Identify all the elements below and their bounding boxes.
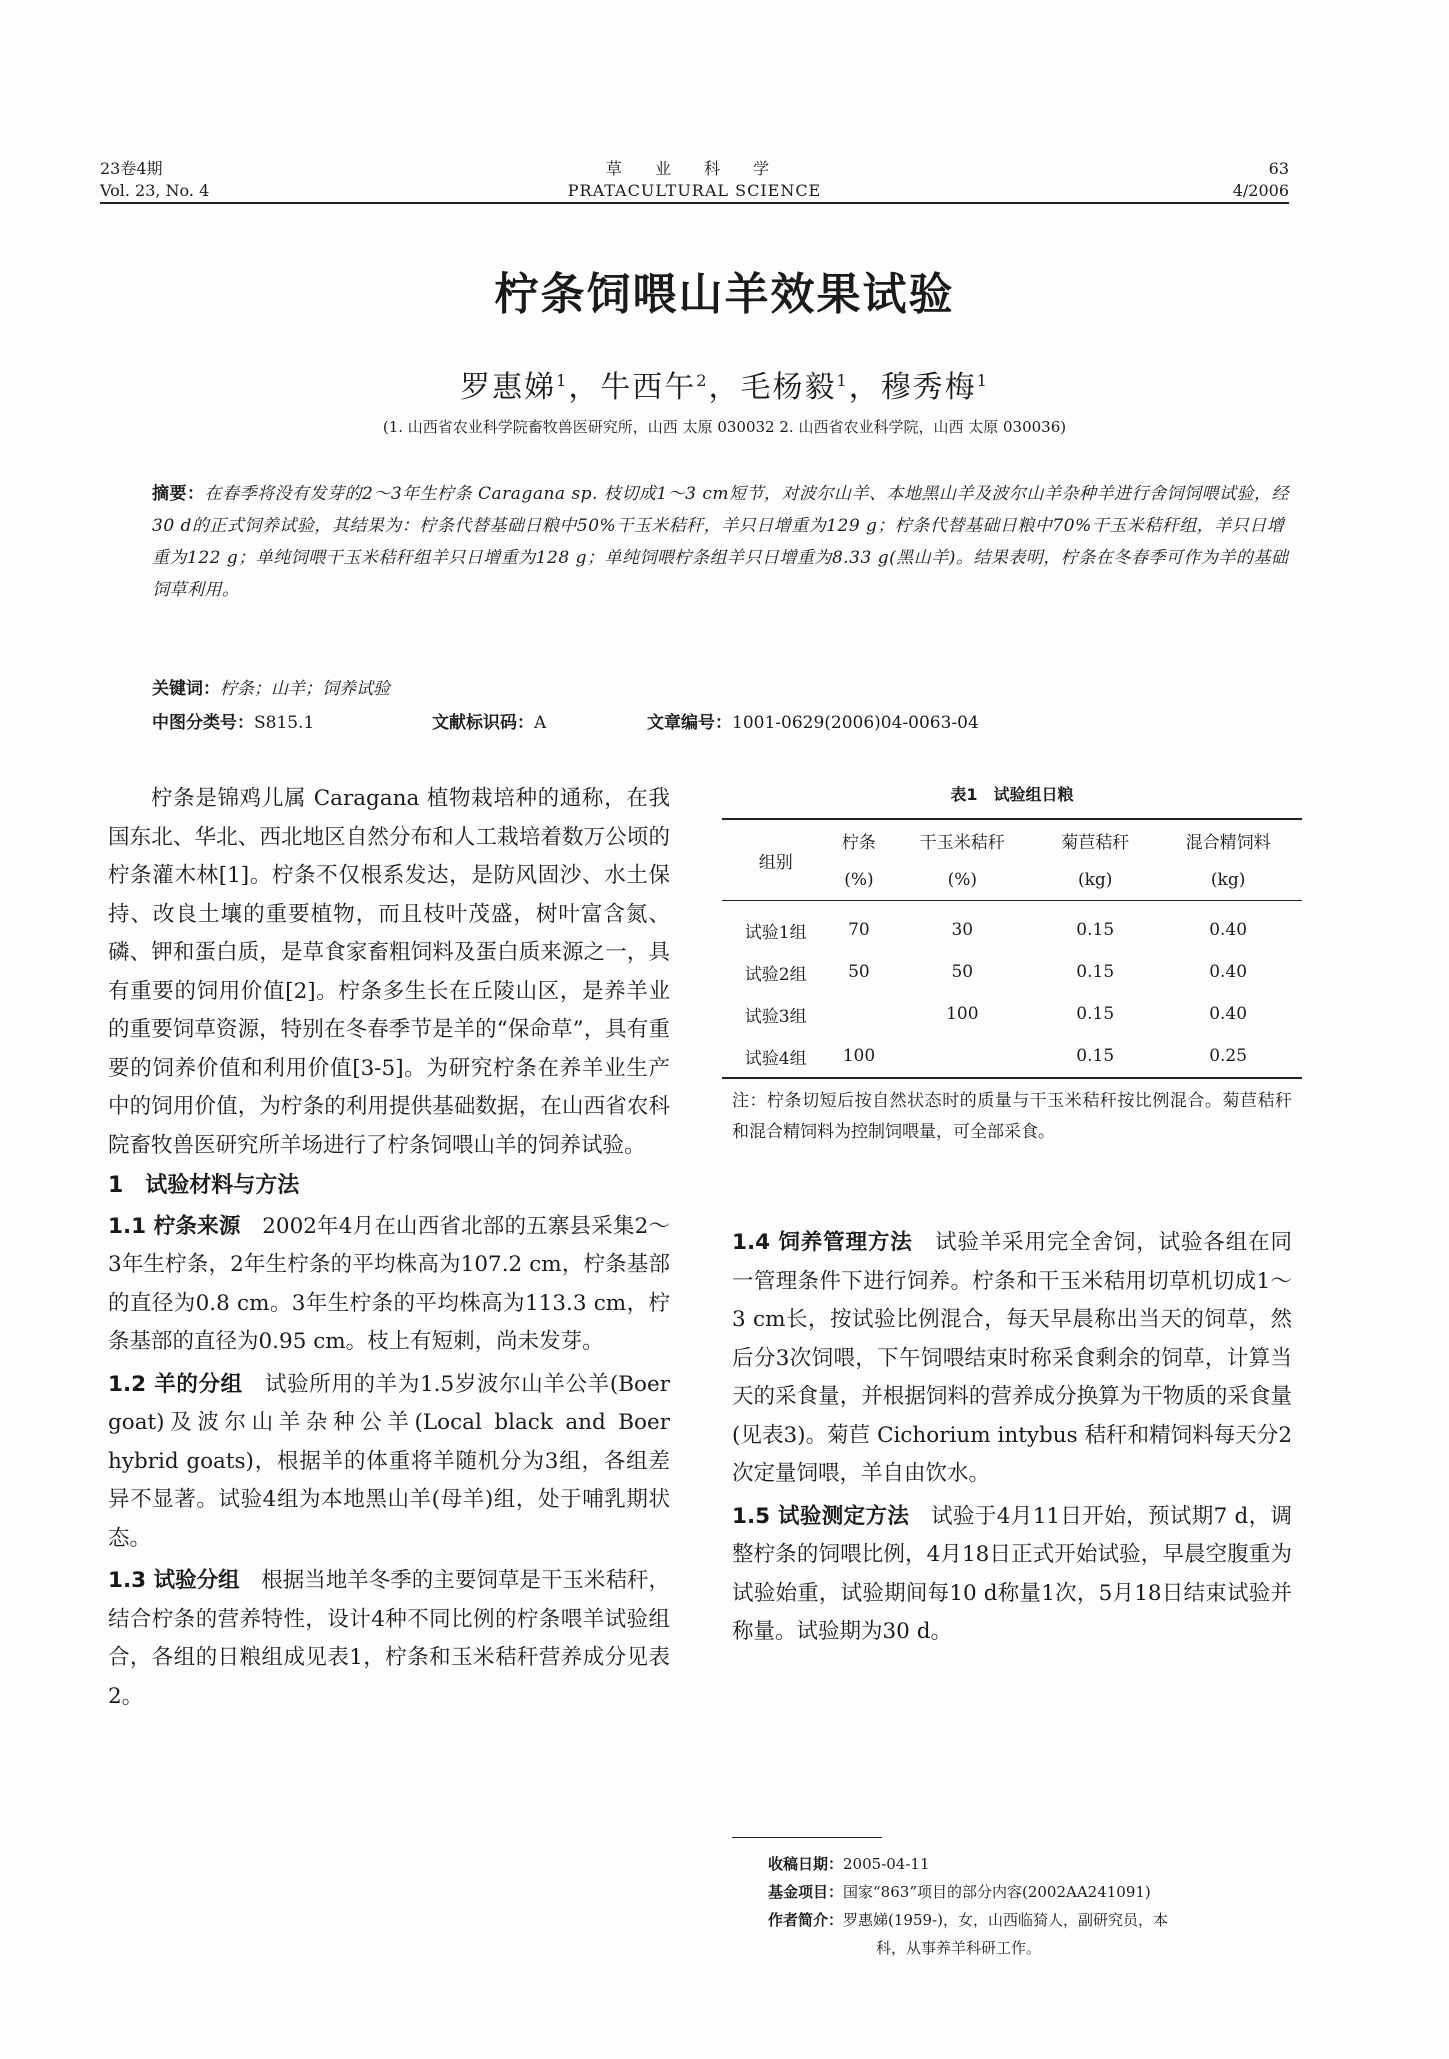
subsection-heading: 1.4 饲养管理方法 [732, 1230, 913, 1255]
volume-en: Vol. 23, No. 4 [100, 181, 210, 200]
author-affil-mark: 2 [696, 371, 709, 390]
footnote-label: 作者简介： [768, 1911, 844, 1929]
keywords [152, 674, 1292, 699]
table-caption: 表1 试验组日粮 [950, 785, 1074, 804]
footnote-author-cont: 科，从事养羊科研工作。 [876, 1939, 1042, 1957]
cell-value: 30 [951, 920, 974, 940]
unit-corn-stalk: (%) [947, 870, 978, 890]
author-affil-mark: 1 [976, 371, 989, 390]
footnote-label: 基金项目： [768, 1883, 844, 1901]
footnote-text: 2005-04-11 [843, 1855, 930, 1873]
journal-name-zh: 草 业 科 学 [605, 159, 784, 178]
cell-value: 0.40 [1209, 962, 1248, 982]
section-heading: 1 试验材料与方法 [108, 1173, 300, 1198]
cell-value: 0.40 [1209, 920, 1248, 940]
abstract-text: 在春季将没有发芽的2～3年生柠条 Caragana sp. 枝切成1～3 cm短节，对波尔山羊、本地黑山羊及波尔山羊杂种羊进行舍饲饲喂试验，经30 d的正式饲养试验，其结果为：柠条代替基础日粮中50%干玉米秸秆，羊只日增重为129 g；柠条代替基础日粮中70%干玉米秸秆组，羊只日增重为122 g；单纯饲喂干玉米秸秆组羊只日增重为128 g；单纯饲喂柠条组羊只日增重为8.33 g(黑山羊)。结果表明，柠条在冬春季可作为羊的基础饲草利用。 [152, 484, 1290, 600]
journal-name [100, 158, 1289, 202]
cell-value: 70 [848, 920, 870, 940]
cell-value: 0.15 [1076, 920, 1115, 940]
doc-label: 文献标识码： [432, 713, 534, 733]
subsection-1-5 [732, 1498, 1292, 1652]
cell-group: 试验2组 [744, 964, 807, 985]
subsection-heading: 1.1 柠条来源 [108, 1213, 241, 1239]
cell-value: 50 [951, 962, 974, 982]
cell-value: 0.15 [1076, 1046, 1115, 1066]
footnote-text: 国家“863”项目的部分内容(2002AA241091) [843, 1883, 1151, 1901]
header-rule [100, 202, 1289, 204]
doc-value: A [534, 713, 547, 733]
subsection-text: 2002年4月在山西省北部的五寨县采集2～3年生柠条，2年生柠条的平均株高为107.2 cm，柠条基部的直径为0.8 cm。3年生柠条的平均株高为113.3 cm，柠条基部的直径为0.95 cm。枝上有短刺，尚未发芽。 [108, 1213, 670, 1354]
journal-name-en: PRATACULTURAL SCIENCE [567, 181, 822, 200]
table-row [722, 1035, 1302, 1078]
clc-label: 中图分类号： [152, 713, 254, 733]
cell-value: 0.15 [1076, 962, 1115, 982]
running-header [100, 158, 1289, 208]
page-number: 63 [1268, 159, 1289, 178]
diet-table [722, 818, 1302, 1079]
author-affil-mark: 1 [836, 371, 849, 390]
author-list: 罗惠娣$^1$，牛西午$^2$，毛杨毅$^1$，穆秀梅$^1$ [460, 370, 989, 405]
cell-value: 0.15 [1076, 1004, 1115, 1024]
footnote-fund [768, 1878, 1288, 1906]
affiliation: (1. 山西省农业科学院畜牧兽医研究所，山西 太原 030032 2. 山西省农业科学院，山西 太原 030036) [382, 418, 1067, 436]
author-name: 毛杨毅 [740, 370, 837, 405]
intro-paragraph: 柠条是锦鸡儿属 Caragana 植物栽培种的通称，在我国东北、华北、西北地区自然分布和人工栽培着数万公顷的柠条灌木林[1]。柠条不仅根系发达，是防风固沙、水土保持、改良土壤的重要植物，而且枝叶茂盛，树叶富含氮、磷、钾和蛋白质，是草食家畜粗饲料及蛋白质来源之一，具有重要的饲用价值[2]。柠条多生长在丘陵山区，是养羊业的重要饲草资源，特别在冬春季节是羊的“保命草”，具有重要的饲养价值和利用价值[3-5]。为研究柠条在养羊业生产中的饲用价值，为柠条的利用提供基础数据，在山西省农科院畜牧兽医研究所羊场进行了柠条饲喂山羊的饲养试验。 [108, 786, 670, 1158]
subsection-1-4 [732, 1224, 1292, 1494]
article-title: 柠条饲喂山羊效果试验 [494, 269, 955, 320]
col-header-chicory: 菊苣秸秆 [1061, 832, 1130, 853]
cell-value: 100 [946, 1004, 979, 1024]
footnote-text: 罗惠娣(1959-)，女，山西临猗人，副研究员，本 [843, 1911, 1168, 1929]
footnote-rule [732, 1837, 882, 1838]
subsection-1-1 [108, 1208, 670, 1362]
cell-group: 试验4组 [744, 1048, 807, 1069]
cell-value [829, 993, 888, 1035]
table-row [722, 901, 1302, 952]
footnote-received [768, 1850, 1288, 1878]
subsection-heading: 1.2 羊的分组 [108, 1371, 243, 1397]
author-name: 罗惠娣 [460, 370, 557, 405]
cell-value: 100 [842, 1046, 876, 1066]
unit-caragana: (%) [844, 870, 874, 890]
cell-group: 试验3组 [744, 1006, 807, 1027]
cell-value: 0.25 [1209, 1046, 1248, 1066]
author-affil-mark: 1 [556, 371, 569, 390]
subsection-1-3 [108, 1562, 670, 1716]
footnotes [768, 1850, 1288, 1962]
volume-zh: 23卷4期 [100, 159, 163, 178]
cell-value: 0.40 [1209, 1004, 1248, 1024]
unit-concentrate: (kg) [1210, 870, 1246, 890]
table-note: 注：柠条切短后按自然状态时的质量与干玉米秸秆按比例混合。菊苣秸秆和混合精饲料为控制饲喂量，可全部采食。 [732, 1091, 1292, 1142]
col-header-group: 组别 [758, 852, 793, 873]
right-column [732, 1224, 1292, 1652]
issue-date: 4/2006 [1232, 181, 1289, 200]
col-header-caragana: 柠条 [841, 832, 876, 853]
subsection-heading: 1.5 试验测定方法 [732, 1503, 910, 1529]
cell-value: 50 [848, 962, 870, 982]
col-header-corn-stalk: 干玉米秸秆 [919, 832, 1005, 853]
article-number-label: 文章编号： [647, 713, 732, 733]
clc-code [152, 708, 314, 733]
clc-value: S815.1 [254, 713, 315, 733]
table-row [722, 951, 1302, 993]
cell-value [888, 1035, 1036, 1078]
col-header-concentrate: 混合精饲料 [1185, 832, 1271, 853]
subsection-text: 根据当地羊冬季的主要饲草是干玉米秸秆，结合柠条的营养特性，设计4种不同比例的柠条喂羊试验组合，各组的日粮组成见表1，柠条和玉米秸秆营养成分见表2。 [108, 1568, 670, 1709]
footnote-label: 收稿日期： [768, 1855, 844, 1873]
abstract [152, 478, 1292, 606]
subsection-1-2 [108, 1366, 670, 1559]
abstract-label: 摘要： [152, 484, 205, 504]
subsection-text: 试验所用的羊为1.5岁波尔山羊公羊(Boer goat)及波尔山羊杂种公羊(Local black and Boer hybrid goats)，根据羊的体重将羊随机分为3组，各组差异不显著。试验4组为本地黑山羊(母羊)组，处于哺乳期状态。 [108, 1371, 670, 1551]
article-number-value: 1001-0629(2006)04-0063-04 [732, 713, 979, 733]
page-info [1233, 158, 1289, 202]
article-number [647, 708, 979, 733]
doc-code [432, 708, 546, 733]
footnote-author [768, 1906, 1288, 1934]
table-row [722, 993, 1302, 1035]
subsection-text: 试验于4月11日开始，预试期7 d，调整柠条的饲喂比例，4月18日正式开始试验，早晨空腹重为试验始重，试验期间每10 d称量1次，5月18日结束试验并称量。试验期为30 d。 [732, 1503, 1292, 1644]
author-name: 牛西午 [600, 370, 697, 405]
table-header-row [722, 819, 1302, 860]
cell-group: 试验1组 [744, 922, 807, 943]
keywords-text: 柠条；山羊；饲养试验 [220, 679, 390, 699]
author-name: 穆秀梅 [880, 370, 977, 405]
subsection-text: 试验羊采用完全舍饲，试验各组在同一管理条件下进行饲养。柠条和干玉米秸用切草机切成1～3 cm长，按试验比例混合，每天早晨称出当天的饲草，然后分3次饲喂，下午饲喂结束时称采食剩余的饲草，计算当天的采食量，并根据饲料的营养成分换算为干物质的采食量(见表3)。菊苣 Cichorium intybus 秸秆和精饲料每天分2次定量饲喂，羊自由饮水。 [732, 1230, 1292, 1486]
left-column [108, 780, 670, 1716]
keywords-label: 关键词： [152, 679, 220, 699]
subsection-heading: 1.3 试验分组 [108, 1568, 240, 1593]
unit-chicory: (kg) [1077, 870, 1113, 890]
